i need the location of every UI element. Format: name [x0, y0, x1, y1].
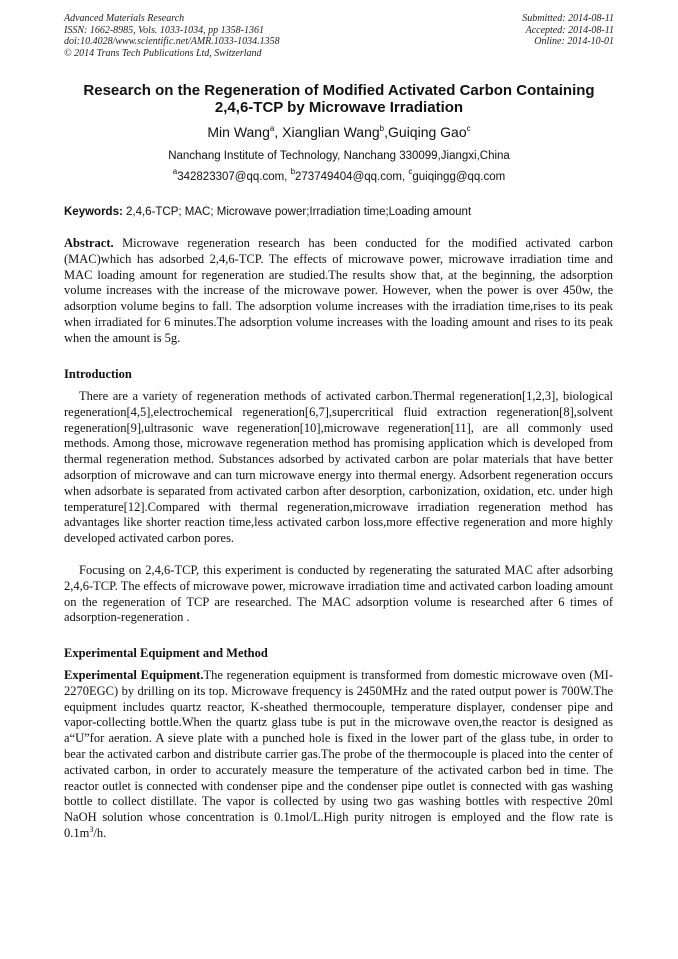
submitted-date: Submitted: 2014-08-11 [522, 13, 614, 24]
abstract-label: Abstract. [64, 236, 114, 250]
doi-link[interactable]: doi:10.4028/www.scientific.net/AMR.1033-1034.1358 [64, 36, 280, 48]
methods-lead: Experimental Equipment. [64, 668, 204, 682]
email-sup: a [172, 167, 178, 176]
online-date: Online: 2014-10-01 [534, 36, 614, 48]
author-sup: c [466, 124, 471, 133]
keywords [64, 206, 624, 218]
copyright: © 2014 Trans Tech Publications Ltd, Switzerland [64, 47, 262, 59]
title-line-1: Research on the Regeneration of Modified Activated Carbon Containing [83, 82, 595, 99]
author-sup: a [269, 124, 275, 133]
author-name: Xianglian Wang [282, 124, 380, 140]
paper-title [40, 82, 638, 116]
email-sup: c [408, 167, 413, 176]
intro-paragraph-2: Focusing on 2,4,6-TCP, this experiment is conducted by regenerating the saturated MAC after adsorbing 2,4,6-TCP. The effects of microwave power, microwave irradiation time and activated carbon loading amount on the regeneration of TCP are researched. The MAC adsorption volume is researched after 6 times of adsorption-regeneration . [64, 563, 613, 625]
author-name: Guiqing Gao [388, 124, 467, 140]
issn: ISSN: 1662-8985, Vols. 1033-1034, pp 1358-1361 [64, 24, 264, 36]
intro-paragraph-1: There are a variety of regeneration methods of activated carbon.Thermal regeneration[1,2,3], biological regeneration[4,5],electrochemical regeneration[6,7],supercritical fluid extraction regeneration[8],solvent regeneration[9],ultrasonic wave regeneration[10],microwave regeneration[11], are all commonly used methods. Among those, microwave regeneration method has promising application which is developed from thermal regeneration method. Substances adsorbed by activated carbon are polar materials that have better adsorption of microwave and can turn microwave energy into thermal energy. Adsorbent regeneration occurs when adsorbate is separated from activated carbon after desorption, carbonization, oxidation, etc. under high temperature[12].Compared with thermal regeneration,microwave irradiation regeneration method has advantages like shorter reaction time,less activated carbon loss,more effective regeneration and more highly developed activated carbon pores. [64, 389, 613, 546]
email-list: $^a$342823307@qq.com, $^b$273749404@qq.com, $^c$guiqingg@qq.com [172, 167, 506, 183]
introduction-heading: Introduction [64, 367, 132, 381]
author-sup: b [379, 124, 385, 133]
author-list: Min Wang$^a$, Xianglian Wang$^b$,Guiqing Gao$^c$ [207, 124, 471, 140]
publication-dates [522, 13, 614, 48]
affiliation: Nanchang Institute of Technology, Nanchang 330099,Jiangxi,China [168, 150, 510, 162]
keywords-label: Keywords: [64, 206, 123, 218]
abstract-text: Microwave regeneration research has been conducted for the modified activated carbon (MAC)which has adsorbed 2,4,6-TCP. The effects of microwave power, microwave irradiation time and MAC loading amount for regeneration are studied.The results show that, at the beginning, the adsorption volume increases with the increase of the microwave power. However, when the power is over 450w, the adsorption volume begins to fall. The adsorption volume increases with the irradiation time,rises to its peak when irradiated for 6 minutes.The adsorption volume increases with the loading amount and rises to its peak when the amount is 5g. [64, 236, 613, 345]
title-line-2: 2,4,6-TCP by Microwave Irradiation [214, 99, 464, 116]
methods-paragraph [64, 668, 613, 842]
journal-info [64, 13, 280, 59]
email-address[interactable]: 342823307@qq.com [177, 171, 285, 183]
journal-name: Advanced Materials Research [64, 13, 185, 24]
methods-heading: Experimental Equipment and Method [64, 646, 268, 660]
email-address[interactable]: guiqingg@qq.com [412, 171, 506, 183]
unit-superscript: 3 [89, 824, 94, 834]
accepted-date: Accepted: 2014-08-11 [525, 24, 614, 36]
keywords-text: 2,4,6-TCP; MAC; Microwave power;Irradiation time;Loading amount [126, 206, 472, 218]
email-address[interactable]: 273749404@qq.com [295, 171, 402, 183]
methods-text: The regeneration equipment is transformed from domestic microwave oven (MI-2270EGC) by drilling on its top. Microwave frequency is 2450MHz and the rated output power is 700W.The equipment includes quartz reactor, K-sheathed thermocouple, temperature displayer, condenser pipe and vapor-collecting bottle.When the quartz glass tube is put in the microwave oven,the reactor is designed as a“U”for aeration. A sieve plate with a punched hole is fixed in the lower part of the glass tube, in order to bear the activated carbon and distribute carrier gas.The probe of the thermocouple is placed into the center of activated carbon, in order to accurately measure the temperature of the activated carbon bed in time. The reactor outlet is connected with condenser pipe and the condenser pipe outlet is connected with gas washing bottle to collect distillate. The vapor is collected by using two gas washing bottles with respective 20ml NaOH solution whose concentration is 0.1mol/L.High purity nitrogen is employed and the flow rate is 0.1m [64, 668, 613, 840]
methods-tail: /h. [93, 825, 107, 840]
author-name: Min Wang [207, 124, 270, 140]
abstract [64, 236, 613, 347]
email-sup: b [290, 167, 296, 176]
